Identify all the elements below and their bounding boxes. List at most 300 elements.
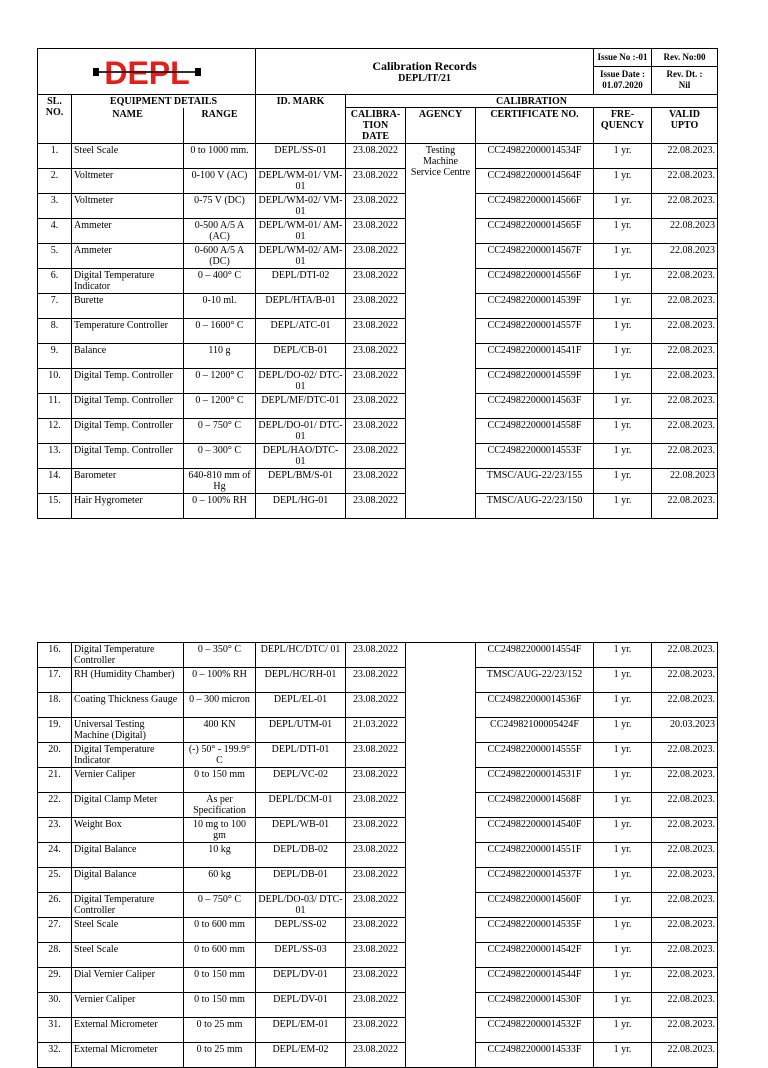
id-mark-cell: DEPL/CB-01 (256, 344, 346, 369)
calibration-date-cell: 23.08.2022 (346, 843, 406, 868)
frequency-cell: 1 yr. (594, 893, 652, 918)
frequency-cell: 1 yr. (594, 394, 652, 419)
range-cell: 0 to 600 mm (184, 943, 256, 968)
name-cell: Digital Balance (72, 868, 184, 893)
id-mark-cell: DEPL/HC/RH-01 (256, 668, 346, 693)
table-row (38, 1043, 718, 1068)
name-cell: Digital Temp. Controller (72, 444, 184, 469)
certificate-cell: CC249822000014566F (476, 194, 594, 219)
name-cell: Barometer (72, 469, 184, 494)
certificate-cell: CC249822000014536F (476, 693, 594, 718)
calibration-date-cell: 23.08.2022 (346, 818, 406, 843)
sl-no-cell: 17. (38, 668, 72, 693)
id-mark-cell: DEPL/WM-02/ VM-01 (256, 194, 346, 219)
range-cell: 0-10 ml. (184, 294, 256, 319)
issue-no: Issue No :-01 (594, 52, 651, 67)
certificate-cell: CC249822000014541F (476, 344, 594, 369)
sl-no-cell: 22. (38, 793, 72, 818)
frequency-cell: 1 yr. (594, 718, 652, 743)
calibration-date-cell: 23.08.2022 (346, 294, 406, 319)
table-row (38, 269, 718, 294)
name-cell: Voltmeter (72, 169, 184, 194)
range-cell: 60 kg (184, 868, 256, 893)
name-cell: Digital Temp. Controller (72, 419, 184, 444)
valid-upto-cell: 22.08.2023. (652, 693, 718, 718)
id-mark-cell: DEPL/HG-01 (256, 494, 346, 519)
frequency-cell: 1 yr. (594, 469, 652, 494)
calibration-date-cell: 23.08.2022 (346, 169, 406, 194)
valid-upto-cell: 22.08.2023 (652, 469, 718, 494)
sl-no-cell: 10. (38, 369, 72, 394)
agency-cell: Testing Machine Service Centre (406, 144, 476, 519)
valid-upto-cell: 22.08.2023. (652, 768, 718, 793)
frequency-cell: 1 yr. (594, 294, 652, 319)
sl-no-cell: 28. (38, 943, 72, 968)
name-cell: Hair Hygrometer (72, 494, 184, 519)
id-mark-cell: DEPL/HC/DTC/ 01 (256, 643, 346, 668)
name-cell: Digital Temp. Controller (72, 369, 184, 394)
valid-upto-cell: 22.08.2023. (652, 793, 718, 818)
sl-no-cell: 24. (38, 843, 72, 868)
name-cell: Balance (72, 344, 184, 369)
calibration-date-cell: 23.08.2022 (346, 394, 406, 419)
certificate-cell: CC249822000014553F (476, 444, 594, 469)
id-mark-cell: DEPL/SS-01 (256, 144, 346, 169)
certificate-cell: CC249822000014559F (476, 369, 594, 394)
calibration-date-cell: 23.08.2022 (346, 1018, 406, 1043)
frequency-cell: 1 yr. (594, 269, 652, 294)
col-certificate: CERTIFICATE NO. (476, 108, 594, 144)
id-mark-cell: DEPL/EM-02 (256, 1043, 346, 1068)
certificate-cell: CC249822000014534F (476, 144, 594, 169)
table-row (38, 793, 718, 818)
range-cell: 0-100 V (AC) (184, 169, 256, 194)
table-row (38, 718, 718, 743)
calibration-date-cell: 23.08.2022 (346, 194, 406, 219)
calibration-table-page2 (37, 642, 718, 1068)
range-cell: 0 – 100% RH (184, 668, 256, 693)
table-row (38, 169, 718, 194)
id-mark-cell: DEPL/DV-01 (256, 968, 346, 993)
depl-logo (87, 52, 207, 92)
rows-page2 (38, 643, 718, 1068)
certificate-cell: CC249822000014535F (476, 918, 594, 943)
name-cell: External Micrometer (72, 1043, 184, 1068)
sl-no-cell: 32. (38, 1043, 72, 1068)
id-mark-cell: DEPL/EL-01 (256, 693, 346, 718)
sl-no-cell: 4. (38, 219, 72, 244)
name-cell: RH (Humidity Chamber) (72, 668, 184, 693)
id-mark-cell: DEPL/DCM-01 (256, 793, 346, 818)
valid-upto-cell: 22.08.2023. (652, 668, 718, 693)
table-row (38, 244, 718, 269)
range-cell: 0-75 V (DC) (184, 194, 256, 219)
range-cell: 0 – 100% RH (184, 494, 256, 519)
table-row (38, 918, 718, 943)
range-cell: 640-810 mm of Hg (184, 469, 256, 494)
calibration-date-cell: 23.08.2022 (346, 968, 406, 993)
calibration-date-cell: 23.08.2022 (346, 693, 406, 718)
valid-upto-cell: 22.08.2023. (652, 993, 718, 1018)
name-cell: Steel Scale (72, 918, 184, 943)
certificate-cell: CC249822000014531F (476, 768, 594, 793)
col-valid-upto: VALID UPTO (652, 108, 718, 144)
name-cell: Digital Balance (72, 843, 184, 868)
valid-upto-cell: 22.08.2023. (652, 369, 718, 394)
col-agency: AGENCY (406, 108, 476, 144)
certificate-cell: CC249822000014557F (476, 319, 594, 344)
name-cell: Steel Scale (72, 144, 184, 169)
calibration-date-cell: 23.08.2022 (346, 219, 406, 244)
calibration-date-cell: 23.08.2022 (346, 494, 406, 519)
id-mark-cell: DEPL/ATC-01 (256, 319, 346, 344)
range-cell: 0 – 300 micron (184, 693, 256, 718)
table-row (38, 868, 718, 893)
valid-upto-cell: 22.08.2023 (652, 244, 718, 269)
valid-upto-cell: 22.08.2023. (652, 743, 718, 768)
sl-no-cell: 23. (38, 818, 72, 843)
sl-no-cell: 30. (38, 993, 72, 1018)
frequency-cell: 1 yr. (594, 369, 652, 394)
calibration-date-cell: 23.08.2022 (346, 469, 406, 494)
title-cell (256, 49, 594, 95)
valid-upto-cell: 22.08.2023. (652, 893, 718, 918)
range-cell: 0 – 1600° C (184, 319, 256, 344)
name-cell: Temperature Controller (72, 319, 184, 344)
table-row (38, 768, 718, 793)
certificate-cell: CC249822000014532F (476, 1018, 594, 1043)
name-cell: Steel Scale (72, 943, 184, 968)
range-cell: As per Specification (184, 793, 256, 818)
name-cell: Voltmeter (72, 194, 184, 219)
calibration-date-cell: 23.08.2022 (346, 319, 406, 344)
certificate-cell: CC249822000014555F (476, 743, 594, 768)
certificate-cell: CC249822000014558F (476, 419, 594, 444)
valid-upto-cell: 22.08.2023. (652, 394, 718, 419)
page-title: Calibration Records (372, 58, 477, 73)
id-mark-cell: DEPL/EM-01 (256, 1018, 346, 1043)
valid-upto-cell: 22.08.2023 (652, 219, 718, 244)
frequency-cell: 1 yr. (594, 818, 652, 843)
certificate-cell: CC249822000014554F (476, 643, 594, 668)
valid-upto-cell: 22.08.2023. (652, 968, 718, 993)
sl-no-cell: 1. (38, 144, 72, 169)
sl-no-cell: 19. (38, 718, 72, 743)
frequency-cell: 1 yr. (594, 918, 652, 943)
name-cell: External Micrometer (72, 1018, 184, 1043)
table-row (38, 843, 718, 868)
id-mark-cell: DEPL/SS-03 (256, 943, 346, 968)
table-row (38, 668, 718, 693)
sl-no-cell: 12. (38, 419, 72, 444)
id-mark-cell: DEPL/BM/S-01 (256, 469, 346, 494)
id-mark-cell: DEPL/DTI-02 (256, 269, 346, 294)
table-row (38, 419, 718, 444)
calibration-date-cell: 23.08.2022 (346, 743, 406, 768)
certificate-cell: CC249822000014551F (476, 843, 594, 868)
range-cell: 0 – 1200° C (184, 394, 256, 419)
calibration-date-cell: 23.08.2022 (346, 144, 406, 169)
col-frequency: FRE-QUENCY (594, 108, 652, 144)
name-cell: Ammeter (72, 244, 184, 269)
name-cell: Digital Temperature Controller (72, 643, 184, 668)
certificate-cell: CC249822000014537F (476, 868, 594, 893)
calibration-date-cell: 23.08.2022 (346, 868, 406, 893)
id-mark-cell: DEPL/WM-02/ AM-01 (256, 244, 346, 269)
range-cell: 110 g (184, 344, 256, 369)
table-row (38, 494, 718, 519)
frequency-cell: 1 yr. (594, 1018, 652, 1043)
sl-no-cell: 20. (38, 743, 72, 768)
frequency-cell: 1 yr. (594, 993, 652, 1018)
name-cell: Digital Temperature Indicator (72, 269, 184, 294)
name-cell: Digital Clamp Meter (72, 793, 184, 818)
range-cell: 10 kg (184, 843, 256, 868)
name-cell: Digital Temperature Indicator (72, 743, 184, 768)
frequency-cell: 1 yr. (594, 444, 652, 469)
table-row (38, 344, 718, 369)
calibration-date-cell: 23.08.2022 (346, 993, 406, 1018)
sl-no-cell: 29. (38, 968, 72, 993)
logo-text: DEPL (103, 54, 190, 91)
table-row (38, 818, 718, 843)
name-cell: Digital Temperature Controller (72, 893, 184, 918)
certificate-cell: CC249822000014563F (476, 394, 594, 419)
range-cell: 0 to 1000 mm. (184, 144, 256, 169)
id-mark-cell: DEPL/VC-02 (256, 768, 346, 793)
sl-no-cell: 2. (38, 169, 72, 194)
id-mark-cell: DEPL/DB-01 (256, 868, 346, 893)
id-mark-cell: DEPL/DO-01/ DTC-01 (256, 419, 346, 444)
calibration-date-cell: 23.08.2022 (346, 344, 406, 369)
name-cell: Vernier Caliper (72, 993, 184, 1018)
range-cell: 0 to 150 mm (184, 768, 256, 793)
id-mark-cell: DEPL/HTA/B-01 (256, 294, 346, 319)
name-cell: Coating Thickness Gauge (72, 693, 184, 718)
frequency-cell: 1 yr. (594, 668, 652, 693)
frequency-cell: 1 yr. (594, 344, 652, 369)
name-cell: Dial Vernier Caliper (72, 968, 184, 993)
calibration-date-cell: 23.08.2022 (346, 419, 406, 444)
valid-upto-cell: 22.08.2023. (652, 1018, 718, 1043)
frequency-cell: 1 yr. (594, 868, 652, 893)
certificate-cell: CC249822000014565F (476, 219, 594, 244)
sl-no-cell: 13. (38, 444, 72, 469)
valid-upto-cell: 22.08.2023. (652, 319, 718, 344)
col-id-mark: ID. MARK (256, 95, 346, 144)
calibration-date-cell: 23.08.2022 (346, 1043, 406, 1068)
certificate-cell: TMSC/AUG-22/23/155 (476, 469, 594, 494)
name-cell: Weight Box (72, 818, 184, 843)
calibration-date-cell: 23.08.2022 (346, 793, 406, 818)
sl-no-cell: 14. (38, 469, 72, 494)
col-calibration: CALIBRATION (346, 95, 718, 108)
sl-no-cell: 5. (38, 244, 72, 269)
col-equipment-details: EQUIPMENT DETAILS (72, 95, 256, 108)
agency-cell (406, 643, 476, 1068)
issue-cell (594, 49, 652, 95)
range-cell: 0 – 750° C (184, 419, 256, 444)
table-row (38, 294, 718, 319)
frequency-cell: 1 yr. (594, 194, 652, 219)
sl-no-cell: 21. (38, 768, 72, 793)
frequency-cell: 1 yr. (594, 968, 652, 993)
valid-upto-cell: 22.08.2023. (652, 444, 718, 469)
certificate-cell: CC249822000014544F (476, 968, 594, 993)
range-cell: 0 – 350° C (184, 643, 256, 668)
certificate-cell: TMSC/AUG-22/23/150 (476, 494, 594, 519)
certificate-cell: CC249822000014540F (476, 818, 594, 843)
valid-upto-cell: 22.08.2023. (652, 1043, 718, 1068)
range-cell: 0 to 25 mm (184, 1043, 256, 1068)
calibration-date-cell: 23.08.2022 (346, 668, 406, 693)
sl-no-cell: 26. (38, 893, 72, 918)
id-mark-cell: DEPL/SS-02 (256, 918, 346, 943)
name-cell: Digital Temp. Controller (72, 394, 184, 419)
valid-upto-cell: 20.03.2023 (652, 718, 718, 743)
frequency-cell: 1 yr. (594, 169, 652, 194)
valid-upto-cell: 22.08.2023. (652, 494, 718, 519)
table-row (38, 643, 718, 668)
calibration-date-cell: 23.08.2022 (346, 244, 406, 269)
range-cell: 0 – 400° C (184, 269, 256, 294)
calibration-date-cell: 23.08.2022 (346, 893, 406, 918)
logo-cell (38, 49, 256, 95)
valid-upto-cell: 22.08.2023. (652, 269, 718, 294)
range-cell: (-) 50° - 199.9° C (184, 743, 256, 768)
range-cell: 400 KN (184, 718, 256, 743)
sl-no-cell: 27. (38, 918, 72, 943)
frequency-cell: 1 yr. (594, 494, 652, 519)
calibration-date-cell: 23.08.2022 (346, 643, 406, 668)
sl-no-cell: 7. (38, 294, 72, 319)
range-cell: 0 – 1200° C (184, 369, 256, 394)
valid-upto-cell: 22.08.2023. (652, 843, 718, 868)
sl-no-cell: 18. (38, 693, 72, 718)
range-cell: 0 – 300° C (184, 444, 256, 469)
col-name: NAME (72, 108, 184, 144)
range-cell: 10 mg to 100 gm (184, 818, 256, 843)
frequency-cell: 1 yr. (594, 419, 652, 444)
certificate-cell: CC249822000014542F (476, 943, 594, 968)
table-row (38, 219, 718, 244)
table-row (38, 319, 718, 344)
calibration-date-cell: 23.08.2022 (346, 918, 406, 943)
frequency-cell: 1 yr. (594, 1043, 652, 1068)
frequency-cell: 1 yr. (594, 693, 652, 718)
valid-upto-cell: 22.08.2023. (652, 169, 718, 194)
id-mark-cell: DEPL/DV-01 (256, 993, 346, 1018)
table-row (38, 469, 718, 494)
id-mark-cell: DEPL/DB-02 (256, 843, 346, 868)
issue-date: 01.07.2020 (602, 80, 643, 90)
frequency-cell: 1 yr. (594, 144, 652, 169)
calibration-date-cell: 23.08.2022 (346, 943, 406, 968)
sl-no-cell: 3. (38, 194, 72, 219)
table-row (38, 394, 718, 419)
valid-upto-cell: 22.08.2023. (652, 144, 718, 169)
table-row (38, 743, 718, 768)
calibration-date-cell: 21.03.2022 (346, 718, 406, 743)
certificate-cell: CC249822000014533F (476, 1043, 594, 1068)
id-mark-cell: DEPL/HAO/DTC-01 (256, 444, 346, 469)
rev-no: Rev. No:00 (652, 52, 717, 67)
table-row (38, 968, 718, 993)
table-row (38, 943, 718, 968)
range-cell: 0 to 150 mm (184, 993, 256, 1018)
table-row (38, 369, 718, 394)
certificate-cell: CC249822000014539F (476, 294, 594, 319)
certificate-cell: CC249822000014567F (476, 244, 594, 269)
col-range: RANGE (184, 108, 256, 144)
rev-dt: Nil (678, 80, 691, 90)
valid-upto-cell: 22.08.2023. (652, 868, 718, 893)
certificate-cell: CC249822000014556F (476, 269, 594, 294)
frequency-cell: 1 yr. (594, 793, 652, 818)
col-calibration-date: CALIBRA-TION DATE (346, 108, 406, 144)
sl-no-cell: 11. (38, 394, 72, 419)
table-row (38, 993, 718, 1018)
frequency-cell: 1 yr. (594, 943, 652, 968)
range-cell: 0-500 A/5 A (AC) (184, 219, 256, 244)
calibration-date-cell: 23.08.2022 (346, 369, 406, 394)
valid-upto-cell: 22.08.2023. (652, 918, 718, 943)
issue-date-label: Issue Date : (600, 69, 645, 79)
sl-no-cell: 6. (38, 269, 72, 294)
calibration-date-cell: 23.08.2022 (346, 768, 406, 793)
id-mark-cell: DEPL/WM-01/ VM-01 (256, 169, 346, 194)
id-mark-cell: DEPL/DO-03/ DTC-01 (256, 893, 346, 918)
rev-cell (652, 49, 718, 95)
certificate-cell: CC24982100005424F (476, 718, 594, 743)
sl-no-cell: 16. (38, 643, 72, 668)
range-cell: 0 to 150 mm (184, 968, 256, 993)
certificate-cell: CC249822000014560F (476, 893, 594, 918)
frequency-cell: 1 yr. (594, 643, 652, 668)
certificate-cell: CC249822000014568F (476, 793, 594, 818)
certificate-cell: CC249822000014530F (476, 993, 594, 1018)
valid-upto-cell: 22.08.2023. (652, 194, 718, 219)
id-mark-cell: DEPL/DTI-01 (256, 743, 346, 768)
valid-upto-cell: 22.08.2023. (652, 344, 718, 369)
calibration-date-cell: 23.08.2022 (346, 444, 406, 469)
frequency-cell: 1 yr. (594, 768, 652, 793)
valid-upto-cell: 22.08.2023. (652, 818, 718, 843)
range-cell: 0 – 750° C (184, 893, 256, 918)
frequency-cell: 1 yr. (594, 743, 652, 768)
sl-no-cell: 31. (38, 1018, 72, 1043)
calibration-table-page1 (37, 48, 718, 519)
certificate-cell: CC249822000014564F (476, 169, 594, 194)
range-cell: 0-600 A/5 A (DC) (184, 244, 256, 269)
valid-upto-cell: 22.08.2023. (652, 294, 718, 319)
table-row (38, 194, 718, 219)
id-mark-cell: DEPL/WB-01 (256, 818, 346, 843)
rev-dt-label: Rev. Dt. : (666, 69, 703, 79)
valid-upto-cell: 22.08.2023. (652, 943, 718, 968)
col-sl-no: SL. NO. (38, 95, 72, 144)
name-cell: Ammeter (72, 219, 184, 244)
id-mark-cell: DEPL/DO-02/ DTC-01 (256, 369, 346, 394)
range-cell: 0 to 600 mm (184, 918, 256, 943)
table-row (38, 144, 718, 169)
certificate-cell: TMSC/AUG-22/23/152 (476, 668, 594, 693)
doc-number: DEPL/IT/21 (398, 72, 451, 84)
table-row (38, 444, 718, 469)
sl-no-cell: 8. (38, 319, 72, 344)
rows-page1 (38, 144, 718, 519)
table-row (38, 693, 718, 718)
